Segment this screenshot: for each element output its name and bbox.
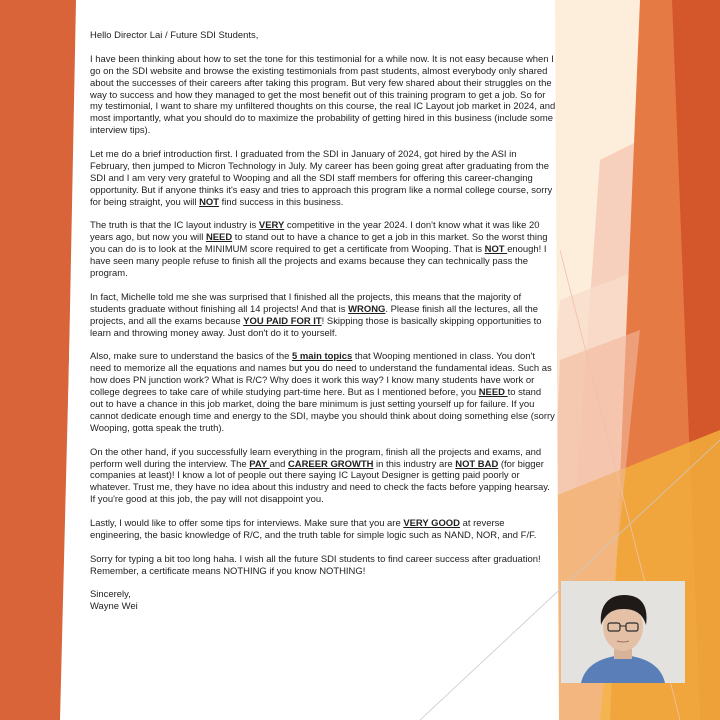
emphasis-very-good: VERY GOOD bbox=[403, 518, 460, 530]
paragraph-7: Lastly, I would like to offer some tips for interviews. Make sure that you are VERY GOOD at reverse engineering, the basic knowledge of R/C, and the truth table for simple logic such as NAND, NOR, and F/F. bbox=[90, 518, 537, 541]
paragraph-8: Sorry for typing a bit too long haha. I wish all the future SDI students to find career success after graduation! Remember, a certificate means NOTHING if you know NOTHING! bbox=[90, 553, 541, 577]
paragraph-6: On the other hand, if you successfully learn everything in the program, finish all the projects and exams, and perform well during the interview. The PAY and CAREER GROWTH in this industry are NOT BAD (for bigger companies at least)! I know a lot of people out there saying IC Layout Designer is getting paid poorly or whatever. Trust me, they have no idea about this industry and need to check the facts before yapping hearsay. If you're good at this job, the pay will not disappoint you. bbox=[90, 446, 550, 506]
emphasis-not-2: NOT bbox=[484, 244, 508, 256]
emphasis-not-bad: NOT BAD bbox=[455, 458, 499, 470]
emphasis-need: NEED bbox=[205, 232, 233, 244]
emphasis-very: VERY bbox=[258, 220, 285, 232]
closing: Sincerely, bbox=[90, 589, 131, 601]
portrait-image bbox=[561, 581, 685, 683]
emphasis-you-paid-for-it: YOU PAID FOR IT bbox=[243, 315, 322, 327]
testimonial-letter bbox=[90, 30, 556, 613]
signature: Wayne Wei bbox=[90, 601, 138, 613]
emphasis-career-growth: CAREER GROWTH bbox=[287, 458, 374, 470]
emphasis-pay: PAY bbox=[249, 458, 270, 470]
emphasis-not: NOT bbox=[199, 196, 220, 208]
sign-off bbox=[90, 589, 556, 613]
author-portrait bbox=[561, 581, 685, 683]
greeting: Hello Director Lai / Future SDI Students, bbox=[90, 30, 259, 41]
paragraph-1: I have been thinking about how to set the tone for this testimonial for a while now. It is not easy because when I go on the SDI website and browse the existing testimonials from past students, almost everybody only shared about the successes of their careers after taking this program. But very few shared about their struggles on the way to success and how they managed to get the most benefit out of this training program to get a job. So for my testimonial, I want to share my unfiltered thoughts on this course, the real IC Layout job market in 2024, and most importantly, what you should do to maximize the probability of getting hired in this business (include some interview tips). bbox=[90, 53, 556, 137]
paragraph-4: In fact, Michelle told me she was surprised that I finished all the projects, this means that the majority of students graduate without finishing all 14 projects! And that is WRONG. Please finish all the lectures, all the projects, and all the exams because YOU PAID FOR IT! Skipping those is basically skipping opportunities to learn and throwing money away. Just don't do it to yourself. bbox=[90, 291, 542, 339]
paragraph-2: Let me do a brief introduction first. I graduated from the SDI in January of 2024, got hired by the ASI in February, then jumped to Micron Technology in July. My career has been going great after graduating from the SDI and I am very very grateful to Wooping and all the SDI staff members for offering this career-changing opportunity. But if anyone thinks it's easy and tries to approach this program like a normal college course, sorry for being straight, you will NOT find success in this business. bbox=[90, 149, 553, 208]
emphasis-5-main-topics: 5 main topics bbox=[291, 351, 353, 363]
paragraph-3: The truth is that the IC layout industry is VERY competitive in the year 2024. I don't know what it was like 20 years ago, but now you will NEED to stand out to have a chance to get a job in this market. So the worst thing you can do is to look at the MINIMUM score required to get a certificate from Wooping. That is NOT enough! I have seen many people refuse to finish all the projects and exams because they can technically pass the program. bbox=[90, 220, 548, 280]
emphasis-wrong: WRONG bbox=[348, 303, 386, 315]
paragraph-5: Also, make sure to understand the basics of the 5 main topics that Wooping mentioned in class. You don't need to memorize all the equations and names but you do need to understand the fundamental ideas. Such as how does PN junction work? What is R/C? Why does it work this way? I know many students have work or college degrees to take care of while studying part-time here. But as I mentioned before, you NEED to stand out to have a chance in this job market, doing the bare minimum is just setting yourself up for failure. If you cannot dedicate enough time and energy to the SDI, maybe you should think about doing something else (sorry Wooping, gotta speak the truth). bbox=[90, 351, 555, 434]
emphasis-need-2: NEED bbox=[478, 387, 508, 399]
